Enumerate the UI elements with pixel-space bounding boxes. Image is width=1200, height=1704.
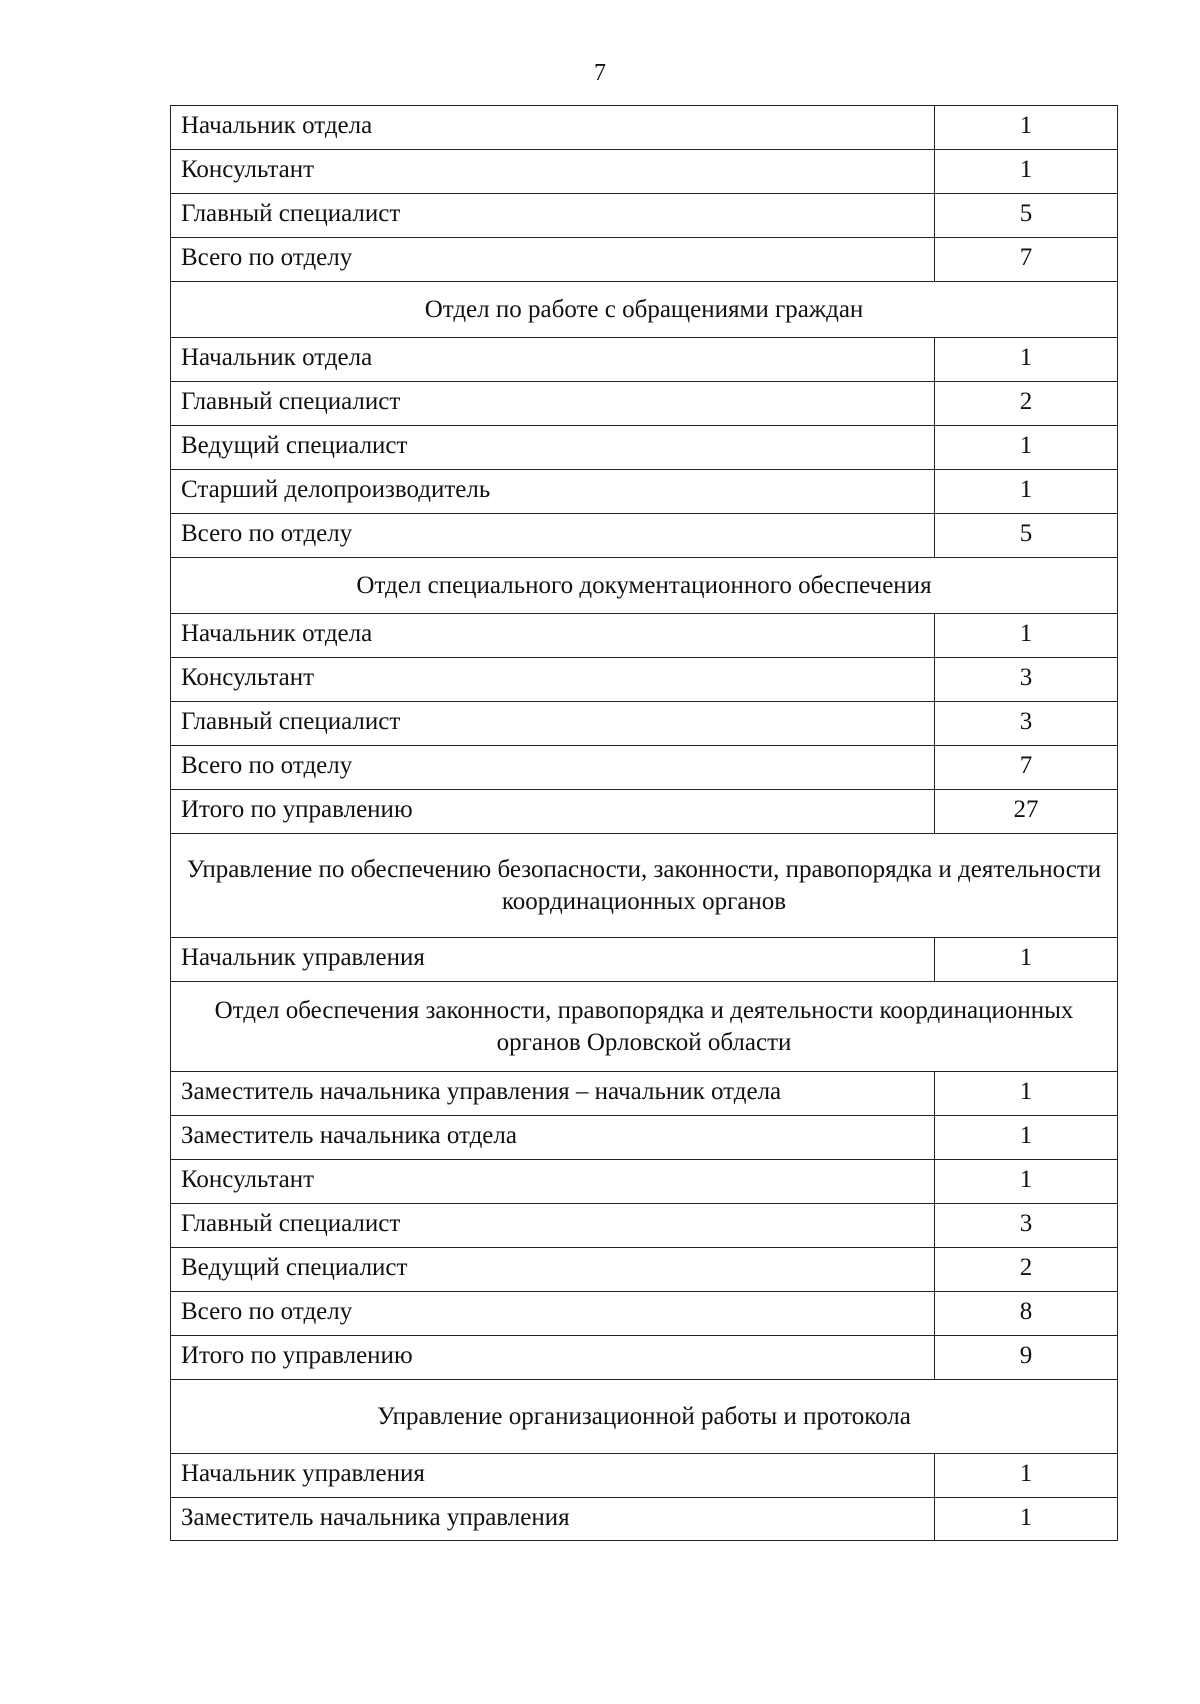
position-count: 1 xyxy=(1019,1078,1033,1105)
position-name: Главный специалист xyxy=(171,382,935,425)
position-count: 8 xyxy=(1019,1298,1033,1325)
position-name: Главный специалист xyxy=(171,1204,935,1247)
table-row xyxy=(170,469,1118,513)
position-name: Консультант xyxy=(171,658,935,701)
table-row xyxy=(170,701,1118,745)
table-row xyxy=(170,1335,1118,1379)
section-title: Отдел по работе с обращениями граждан xyxy=(424,295,864,323)
position-count: 1 xyxy=(1019,156,1033,183)
position-name: Начальник отдела xyxy=(171,106,935,149)
position-name: Заместитель начальника управления – начальник отдела xyxy=(171,1072,935,1115)
position-name: Главный специалист xyxy=(171,702,935,745)
table-row xyxy=(170,1291,1118,1335)
position-name: Итого по управлению xyxy=(171,790,935,833)
position-count: 1 xyxy=(1019,344,1033,371)
position-count: 2 xyxy=(1019,1254,1033,1281)
section-header-row xyxy=(170,833,1118,937)
position-name: Старший делопроизводитель xyxy=(171,470,935,513)
position-count: 1 xyxy=(1019,944,1033,971)
table-row xyxy=(170,381,1118,425)
table-row xyxy=(170,337,1118,381)
table-row xyxy=(170,149,1118,193)
table-row xyxy=(170,937,1118,981)
table-row xyxy=(170,1071,1118,1115)
table-row xyxy=(170,613,1118,657)
section-header-row xyxy=(170,281,1118,337)
table-row xyxy=(170,1159,1118,1203)
table-row xyxy=(170,1497,1118,1541)
position-count: 2 xyxy=(1019,388,1033,415)
position-count: 7 xyxy=(1019,244,1033,271)
table-row xyxy=(170,237,1118,281)
position-count: 1 xyxy=(1019,1166,1033,1193)
position-count: 5 xyxy=(1019,200,1033,227)
position-name: Начальник управления xyxy=(171,1454,935,1497)
position-count: 1 xyxy=(1019,432,1033,459)
table-row xyxy=(170,105,1118,149)
section-title: Отдел специального документационного обеспечения xyxy=(356,571,932,599)
table-row xyxy=(170,193,1118,237)
position-name: Ведущий специалист xyxy=(171,1248,935,1291)
position-count: 1 xyxy=(1019,1504,1033,1531)
position-count: 3 xyxy=(1019,1210,1033,1237)
position-count: 1 xyxy=(1019,1122,1033,1149)
position-count: 3 xyxy=(1019,708,1033,735)
position-name: Главный специалист xyxy=(171,194,935,237)
table-row xyxy=(170,657,1118,701)
position-name: Итого по управлению xyxy=(171,1336,935,1379)
section-header-row xyxy=(170,1379,1118,1453)
position-name: Всего по отделу xyxy=(171,238,935,281)
section-title: Отдел обеспечения законности, правопорядка и деятельности координационных органов Орловской области xyxy=(214,996,1074,1056)
table-row xyxy=(170,425,1118,469)
staffing-table xyxy=(170,105,1118,1541)
position-count: 27 xyxy=(1013,796,1039,823)
position-name: Всего по отделу xyxy=(171,1292,935,1335)
position-name: Заместитель начальника управления xyxy=(171,1498,935,1540)
table-row xyxy=(170,1247,1118,1291)
section-header-row xyxy=(170,557,1118,613)
table-row xyxy=(170,1453,1118,1497)
position-name: Всего по отделу xyxy=(171,514,935,557)
table-row xyxy=(170,1203,1118,1247)
position-count: 7 xyxy=(1019,752,1033,779)
page-number: 7 xyxy=(594,60,606,86)
position-name: Начальник отдела xyxy=(171,614,935,657)
table-row xyxy=(170,789,1118,833)
position-name: Консультант xyxy=(171,1160,935,1203)
position-name: Заместитель начальника отдела xyxy=(171,1116,935,1159)
position-count: 5 xyxy=(1019,520,1033,547)
position-name: Ведущий специалист xyxy=(171,426,935,469)
position-count: 3 xyxy=(1019,664,1033,691)
position-name: Начальник управления xyxy=(171,938,935,981)
position-name: Начальник отдела xyxy=(171,338,935,381)
section-title: Управление организационной работы и протокола xyxy=(377,1402,911,1430)
section-header-row xyxy=(170,981,1118,1071)
position-count: 1 xyxy=(1019,476,1033,503)
table-row xyxy=(170,513,1118,557)
position-count: 1 xyxy=(1019,1460,1033,1487)
section-title: Управление по обеспечению безопасности, законности, правопорядка и деятельности координационных органов xyxy=(186,855,1102,915)
table-row xyxy=(170,1115,1118,1159)
position-name: Консультант xyxy=(171,150,935,193)
position-count: 1 xyxy=(1019,112,1033,139)
position-name: Всего по отделу xyxy=(171,746,935,789)
table-row xyxy=(170,745,1118,789)
position-count: 1 xyxy=(1019,620,1033,647)
position-count: 9 xyxy=(1019,1342,1033,1369)
